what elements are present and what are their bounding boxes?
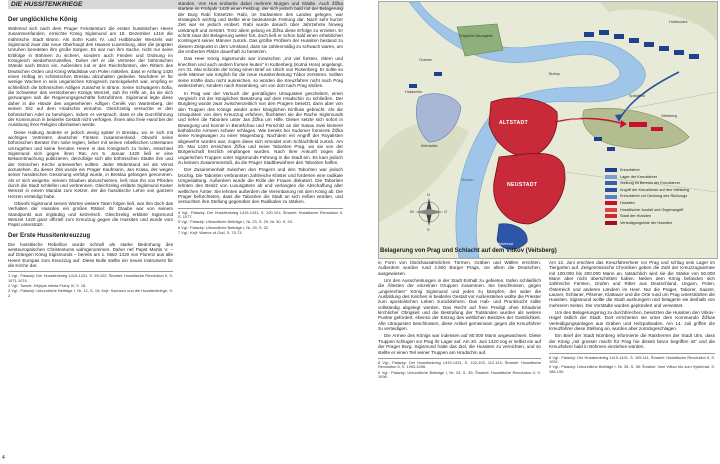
- legend-label: Lager der Kreuzfahrer: [620, 174, 658, 179]
- map-label: Königlicher Baumgarten: [459, 34, 494, 38]
- footnote: 7 Vgl.: Kejř: Warrior of God, S. 70-73.: [178, 229, 243, 235]
- footnote-divider: [549, 353, 715, 354]
- text-column-2: [178, 1, 343, 454]
- map-label: Ovenec: [419, 58, 433, 62]
- footnote: 1 Vgl.: Palacký: Der Hussitenkrieg 1419-1431, S. 99-102; Šmahel: Hussitische Revolution II, S. 1071-1074.: [8, 273, 173, 284]
- legend-row: [605, 193, 715, 200]
- paragraph: Um den Belagerungsring zu durchbrechen, besetzten die Hussiten den Vitkov-Hügel östlich der Stadt. Dort errichteten sie unter dem Kommando Žižkas Verteidigungsanlagen aus Gräben und Holzpalisaden. Am 14. Juli griffen die Kreuzfahrer diese Stellung an, wurden aber zurückgeschlagen.: [549, 310, 715, 332]
- footnote-divider: [378, 358, 541, 359]
- legend-label: Kreuzfahrer zur Deckung des Rückzugs: [620, 194, 688, 199]
- footnotes: [549, 356, 715, 375]
- paragraph: Um den Ausschreitungen in der Stadt Einhalt zu gebieten, trafen schließlich die Ältesten der einzelnen Gruppen zusammen. Sie beschlossen, gegen „ungerechten“ König Sigismund und jeden zu kämpfen, der wider die Ausbildung des Kelches in beiderlei Gestalt vor Außenstehen wollte die Priester zum apostolischen Leben zurückkehren. Das Hab- und Prunksucht sollte vollständig abgelegt werden. Das Recht auf freie Predigt ohne Erlaubnis kirchlicher Obrigkeit und die Bestrafung der Todsünden wurden als weitere Punkte gefordert, ebenso der Entzug des weltlichen Besitzes der Geistlichkeit. Alle Utraquisten beschlossen, diese Artikel gemeinsam gegen die Kreuzfahrer zu verteidigen.: [378, 278, 541, 332]
- paragraph: Obwohl Sigismund seinen Worten weitere Taten folgen ließ, war ihm doch das Verhalten der Hussiten ein großes Rätsel: Ihr Glaube war von seinem Standpunkt aus irrgläubig und ketzerisch. Gleichzeitig erklärte Sigismund Wenzel 1420 ganz offiziell zum Kreuzzug gegen die Hussiten und wurde vom Papst unterstützt.: [8, 201, 173, 228]
- text-column-4: [549, 260, 715, 454]
- legend-label: Verteidigungslinie der Hussiten: [620, 220, 673, 225]
- legend-row: [605, 180, 715, 187]
- text-column-1: [8, 12, 173, 454]
- map-label: Moldau: [461, 178, 474, 182]
- map-label: Kleinseite: [421, 144, 438, 148]
- compass-label: N: [427, 192, 430, 197]
- footnote: 4 Vgl.: Palacký: Der Hussitenkrieg 1419-1431, S. 100-101; Šmahel: Hussitische Revolution II, S. 1077.: [178, 209, 343, 220]
- footnote: 2 Vgl.: Tomek: Dějepis města Prahy IV, S. 18.: [8, 283, 87, 289]
- section-heading: Der unglückliche König: [8, 16, 78, 23]
- map-label: ALTSTADT: [499, 120, 529, 126]
- paragraph: Das Heer König Sigismunds war inzwischen „mit viel fürsten, rittern und knechten und auch andern frumen leuten“ in Kuttenberg (Kutná Hora) angelangt. Am 31. Mai schickte der König einen Brief an Ulrich von Rosenberg. Er sollte so viele Männer wie möglich für die neue Hussitenfestung Tábor zerstören. Sollten seine Kräfte dazu nicht ausreichen, so würden die Kreuzfahrer nicht nach Prag weiterziehen, sondern nach Rosenberg, um von dort nach Prag stoßen.: [178, 56, 343, 89]
- footnote: 6 Vgl.: Palacký: Urkundliche Beiträge I, Nr. 29, S. 32.: [178, 224, 270, 230]
- legend-label: Angriff der Kreuzfahrer auf den Veitsberg: [620, 187, 689, 192]
- legend-swatch: [605, 221, 617, 225]
- footnote: 9 Vgl.: Palacký: Urkundliche Beiträge I, Nr. 33, S. 35; Šmahel: Hussitische Revolution II, S. 1096.: [378, 369, 541, 380]
- map-label: Spitalfeld: [629, 94, 645, 98]
- paragraph: standen. Von Hus erobertie dabei mehrere Burgen und Städte. Auch Žižka startete im Frühjahr 1420 einen Feldzug, der sich jedoch bald mit der Belagerung der Burg Rabí fortsetzte. Rabí, im Südwesten des Landes gelegen, war strategisch wichtig und stellte eine bedeutende Festung dar. Nach sehr kurzer Zeit war es jedoch erobert. Rabí wurde danach über Jahrzehnte hinweg umkämpft und zerstört. Trotz allem gelang es Žižka diese Erfolge zu erzielen. Er schritt zwar der Belagerung weiter fort, doch ließ er schon bald einen erheblichen Kontingent seiner Männer zurück. Das größte Problem der Hussiten bestand zu diesem Zeitpunkt in dem Umstand, dass sie zahlenmäßig zu schwach waren, um die eroberten Plätze dauerhaft zu besetzen.: [178, 1, 343, 55]
- section-heading: Der Erste Hussitenkreuzzug: [8, 231, 91, 239]
- footnote-divider: [8, 271, 173, 272]
- map-label: Holešovice: [669, 20, 688, 24]
- paragraph: in Form von blockhausähnlichen Türmen, Gräben und Wällen errichten. Außerdem wurden rund 2.500 Bürger Prags, vor allem die Deutschen, ausgewiesen.: [378, 260, 541, 276]
- map-legend: [605, 167, 715, 226]
- map-label: Vyšehrad: [497, 242, 513, 246]
- legend-row: [605, 200, 715, 207]
- legend-swatch: [605, 201, 617, 205]
- hussite-position: [651, 127, 663, 131]
- footnote: 9 Vgl.: Palacký: Urkundliche Beiträge I, Nr. 35, S. 38; Šmahel: Vom Vitkov bis zum Vyšehrad, S. 186-190.: [549, 364, 715, 374]
- footnote-divider: [178, 208, 343, 209]
- hussite-position: [629, 122, 647, 127]
- paragraph: In Prag war der Versuch der gemäßigten Utraquisten gescheitert, einen Vergleich mit der königlichen Besatzung auf dem Hradschin zu schließen. Der Burgberg wurde zwar zwischenzeitlich von den Pragern besetzt, dann aber von den Truppen des Königs wieder unter königlichen Einfluss gebracht. Als die Utraquisten von dem Kreuzzug erfuhren, flüchteten sie die Rache Sigismunds und riefen die Taboriten unter Jan Žižka um Hilfe. Dieser setzte sich sofort in Bewegung und konnte in Benešchau und Porschitz an der Sasau zwei kleinere katholische Armeen schwer schlagen. Wie bereits bei Sudomer formierte Žižka seine Kriegswagen zu einer Wagenburg. Nachdem ein Angriff der Royalisten abgewehrt worden war, zogen diese sich ermüdet vom Schlachtfeld zurück. Am 20. Mai 1420 erreichten Žižka und seine Taboriten Prag, wo sie von der Bürgerschaft herzlich empfangen wurden. Nach ihrer Ankunft zogen die ungarischen Truppen unter Sigismunds Führung in die Stadt ein. Es kam jedoch zu keinem Zusammenstoß, da die Prager Stadtbewohner den Taboriten halfen.: [178, 90, 343, 165]
- map-label: Veitsberg: [661, 114, 677, 118]
- paragraph: Die hussitische Rebellion wurde schnell als starke Bedrohung des westeuropäischen Christentums wahrgenommen. Daher rief Papst Martin V. – auf Drängen König Sigismunds – bereits am 1. März 1420 von Florenz aus alle Heere Europas zum Kreuzzug auf. Diese Bulle stellte ein neues Instrument für die Kirche dar.: [8, 241, 173, 269]
- legend-row: [605, 187, 715, 194]
- footnote: 3 Vgl.: Palacký: Urkundliche Beiträge I, Nr. 12, S. 15; Kejř: Sachsen und die Hussitenkriege, S. 2.: [8, 288, 173, 298]
- text-column-3: [378, 260, 541, 454]
- legend-swatch: [605, 175, 617, 179]
- footnotes: [178, 211, 343, 235]
- section-header: DIE HUSSITENKRIEGE: [8, 0, 344, 9]
- map-caption: Belagerung von Prag und Schlacht auf dem Vítkov (Veitsberg): [380, 248, 557, 254]
- legend-label: Hussitischer Ausfall und Gegenangriff: [620, 207, 684, 212]
- footnote: 5 Vgl.: Palacký: Urkundliche Beiträge I, Nr. 23, S. 29; Nr. 30, S. 33.: [178, 219, 293, 225]
- legend-row: [605, 167, 715, 174]
- legend-swatch: [605, 214, 617, 218]
- legend-label: Stellung im Bereich der Kreuzfahrer: [620, 181, 681, 186]
- compass-label: W: [410, 209, 414, 214]
- footnotes: [8, 274, 173, 298]
- legend-label: Stadt der Hussiten: [620, 214, 652, 219]
- legend-row: [605, 220, 715, 227]
- legend-swatch: [605, 181, 617, 185]
- compass-label: S: [427, 227, 430, 232]
- map-label: NEUSTADT: [507, 182, 538, 188]
- map-label: Hradschin: [405, 90, 423, 94]
- royal-garden: [457, 24, 503, 56]
- legend-swatch: [605, 168, 617, 172]
- legend-label: Kreuzfahrer: [620, 168, 640, 172]
- legend-label: Hussiten: [620, 200, 635, 205]
- footnote: 8 Vgl.: Palacký: Der Hussitenkrieg 1419-1431, S. 102-103, 112-113; Šmahel: Hussitische Revolution II, S. 1093-1096.: [378, 359, 541, 370]
- page-number: 4: [2, 455, 5, 461]
- paragraph: Ein Brief der Stadt Nürnberg informierte die Ratsherren der Stadt Ulm, dass der König „mit grosser macht für Prag hie disseit bevor begriffen ist“ und die Kreuzfahrer bald in Böhmen einziehen würden.: [549, 333, 715, 350]
- footnote: 8 Vgl.: Palacký: Der Hussitenkrieg 1419-1431, S. 109-111; Šmahel: Hussitische Revolution II, S. 1092.: [549, 354, 715, 365]
- legend-row: [605, 207, 715, 214]
- paragraph: Während sich nach dem Prager Fenstersturz die ersten hussitischen Heere zusammenfanden, erreichte König Sigismund am 18. Dezember 1419 die mährische Stadt Brünn. Als Sohn Karls IV. und Halbbruder Wenzels war Sigismund zwar das neue Oberhaupt des Hauses Luxemburg, aber die jüngsten Unruhen bereiteten ihm große Sorgen. Es war nun ihm Sache, nicht nur seine Erbfolge in Böhmen zu sichern, sondern auch Frieden und Ordnung im Königreich wiederherzustellen. Daher rief er die Vertreter der böhmischen Stände nach Brünn ein. Außerdem lud er den Reichsfürsten, den Rittern des Deutschen Orden und König Wladislaw von Polen mitteilen, dass er Anfang 1420 einen Hoftag im schlesischen Breslau abzuhalten gedenke. Nachdem er für wenige Wochen in sein ungarisches Königreich zurückgekehrt war, empfing er schließlich die böhmischen Adligen zunächst in Brünn. Seine Schwägerin Sofia, die Schwester des verstorbenen Königs Wenzel, sah ihn Hilfe an, da sie sich gezwungen sah die Regierungsgeschäfte fortzuführen. Sigismund legte diese daher in die Hände des angesehenen Adligen Čeněk von Wartenberg, der seinen Sitz auf dem Hradschin einnahm. Gleichzeitig versuchte er den böhmischen Adel zu beruhigen, indem er versprach, dass er die Durchführung der Kommunion in beiderlei Gestalt nicht verfolgen, ihnen also freie Hand bei der Ausübung ihrer Religion überlassen werde.: [8, 26, 173, 128]
- footnotes: [378, 361, 541, 380]
- legend-row: [605, 174, 715, 181]
- compass-label: O: [444, 209, 448, 214]
- legend-swatch: [605, 195, 617, 199]
- paragraph: Diese Haltung änderte er jedoch wenig später in Breslau, wo er sich mit wichtigen Vertretern deutscher Fürsten zusammenfand. Obwohl seine böhmischen Berater ihm nahe legten, lieber mit seinen rebellischen Untertanen umzugehen und keine fremden Heere in das Königreich zu holen, entschied Sigismund sich gegen ihren Rat. Am 5. Januar 1420 ließ er eine Bekanntmachung publizieren, derzufolge sich alle böhmischen Städte ihm und der römischen Kirche unterwerfen sollten. Jeder Widerstand sei als Verrat anzusehen. Zu dieser Zeit wurde ein Prager Kaufmann, Jan Krasa, der wegen seiner hussitischen Gesinnung verfolgt wurde, in Breslau gefangen genommen. Als er sich weigerte, seinem Glauben abzuschwören, ließ man ihn von Pferden durch die Stadt schleifen und verbrennen. Gleichzeitig erklärte Sigismund Kaiser Wenzel in einem Mandat zum Ketzer, der die hussitische Lehre von ganzem Herzen verteidigt habe.: [8, 129, 173, 199]
- paragraph: Die Armee des Königs war indessen auf 80.000 Mann angewachsen. Diese Truppen schlugen vor Prag ihr Lager auf. Am 30. Juni 1420 zog er selbst ein auf der Prager Burg. Sigismund hatte das Ziel, die Hussiten zu vernichten, und so stellte er einen Teil seiner Truppen am Hradschin auf.: [378, 333, 541, 355]
- legend-swatch: [605, 188, 617, 192]
- map-label: Bubny: [549, 72, 560, 76]
- legend-row: [605, 213, 715, 220]
- paragraph: Am 12. Juni erschien das Kreuzfahrerheer vor Prag und schlug sein Lager im Tiergarten auf. Zeitgenössische Chroniken geben die Zahl der Kreuzzugsarmee mit 100.000 bis 200.000 Mann an, tatsächlich wird sie die Stärke von 50.000 Mann aber nicht überschritten haben. Neben dem König befanden sich zahlreiche Fürsten, Grafen und Ritter aus Deutschland, Ungarn, Polen, Österreich und anderen Ländern im Heer. Nur die Prager, Taborer, Saazer, Launer, Schlaner, Pilsener, Klattauer und die Orte rund um Prag unterstützten die Hussiten. Sigismund wollte die Stadt aushungern und belagerte sie deshalb von mehreren Seiten. Die Vorstädte wurden geplündert und verwüstet.: [549, 260, 715, 308]
- paragraph: Der Zusammenhalt zwischen den Pragern und den Taboriten war jedoch brüchig. Die Taboriten verbrannten zahlreiche Klöster und forderten eine radikale Umgestaltung. Außerdem wurde die Rolle der Frauen diskutiert. Die Taboriten lehnten den Besitz von Luxusgütern ab und verlangten die Abschaffung aller weltlichen Ämter. Sie lehnten außerdem die Vereinbarung mit dem König ab. Die Prager befürchteten, dass die Taboriten die Stadt an sich reißen würden, und versuchten ihre Stellung gegenüber den Radikalen zu stärken.: [178, 167, 343, 205]
- legend-swatch: [605, 208, 617, 212]
